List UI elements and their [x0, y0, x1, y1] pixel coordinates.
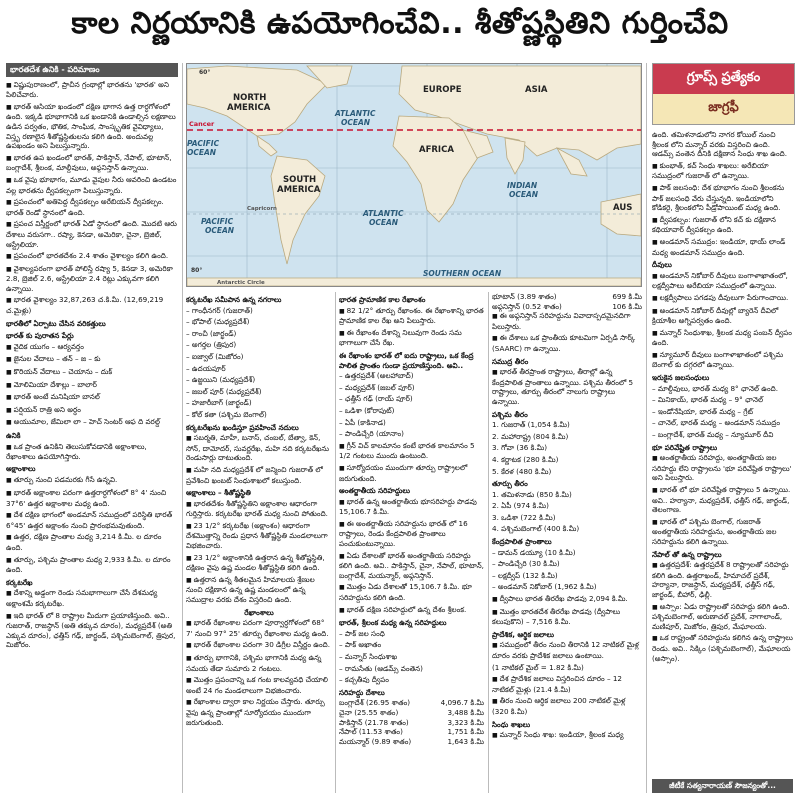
list-item: – రాంచీ (జార్ఖండ్)	[186, 329, 332, 339]
border-country: పాకిస్తాన్ (21.78 శాతం)	[339, 717, 409, 727]
paragraph: ■ భారత్ ఉన్న అంతర్జాతీయ భూసరిహద్దు పొడవు 15,106.7 కి.మీ.	[339, 497, 484, 517]
paragraph: ■ ద్వీపాలు భారత తీరరేఖ పొడవు 2,094 కి.మీ.	[492, 594, 642, 605]
paragraph: ■ మొత్తం ప్రపంచాన్ని ఒక గంట కాలవ్యవధి చేయాలి అంటే 24 గం మండలాలుగా విభజించారు.	[186, 675, 332, 695]
paragraph: ■ ఉత్తరాన ఉన్న శీతలమైన హిమాలయ శ్రేణుల నుంచి దక్షిణాన ఉన్న ఉష్ణ మండలంలో ఉన్న సముద్రాల వరకు దేశం విస్తరించి ఉంది.	[186, 575, 332, 605]
subheading: సింధు శాఖలు	[492, 719, 531, 729]
subheading: నేపాల్ తో ఉన్న రాష్ట్రాలు	[652, 549, 722, 559]
border-row	[339, 727, 484, 737]
paragraph: ■ ఉత్తర, దక్షిణ ప్రాంతాల మధ్య 3,214 కి.మీ. ల దూరం ఉంది.	[6, 532, 178, 552]
border-row	[492, 302, 642, 312]
column-5	[652, 130, 793, 776]
subheading: భూ పరివేష్టిత రాష్ట్రాలు	[652, 442, 718, 452]
border-length: 4,096.7 కి.మీ	[440, 698, 484, 708]
list-item: ■ జైనుల వేదాలు – తన్ – జ – కు	[6, 354, 178, 365]
subheading: అక్షాంశాలు	[6, 463, 36, 473]
author-credit: జీటీకే సత్యనారాయణ్ సౌజన్యంతో...	[652, 779, 793, 793]
paragraph: ■ భారత్ లో పశ్చిమ బెంగాల్, గుజరాత్ అంతర్జాతీయ సరిహద్దును, అంతర్జాతీయ జల సరిహద్దును కలిగి ఉన్నాయి.	[652, 517, 793, 547]
paragraph: ■ సబర్మతి, మాహీ, బనాస్, చంబల్, బేత్వా, కెన్, సోన్, దామోదర్, సువర్ణరేఖ, మహి నది కర్కటరేఖను రెండుసార్లు దాటుతుంది.	[186, 433, 332, 463]
list-item: – హజారీబాగ్ (జార్ఖండ్)	[186, 398, 332, 408]
list-item: – కోల్ కతా (పశ్చిమ బెంగాల్)	[186, 410, 332, 420]
paragraph: ■ మహి నది మధ్యప్రదేశ్ లో జన్మించి గుజరాత్ లో ప్రవేశించి ఖంబట్ సింధుశాఖలో కలుస్తుంది.	[186, 465, 332, 485]
list-item: ■ భారత్ అంటే మనిషియా బానల్	[6, 392, 178, 403]
border-row	[339, 718, 484, 728]
paragraph: ■ సూర్యోదయం ముందుగా తూర్పు రాష్ట్రాలలో జరుగుతుంది.	[339, 463, 484, 483]
list-item: – బంగ్లాదేశ్, భారత్ మధ్య – న్యూమూర్ దీవి	[652, 430, 793, 440]
label-lat-60n: 60°	[199, 69, 211, 76]
list-item: 2. మహారాష్ట్ర (804 కి.మీ)	[492, 431, 569, 441]
world-map-svg	[187, 64, 641, 286]
paragraph: ■ ఈ అంతర్జాతీయ సరిహద్దును భారత్ లో 16 రాష్ట్రాలు, రెండు కేంద్రపాలిత ప్రాంతాలు పంచుకుంటున్నాయి.	[339, 519, 484, 549]
paragraph: ■ మన్నార్ సింధుశాఖ, శ్రీలంక మధ్య పంబన్ ద్వీపం ఉంది.	[652, 328, 793, 348]
paragraph: ■ రేఖాంశాల ద్వారా కాల నిర్ణయం చేస్తారు. తూర్పు వైపు ఉన్న ప్రాంతాల్లో సూర్యోదయం ముందుగా జరుగుతుంది.	[186, 697, 332, 727]
list-item: – ఉత్తరప్రదేశ్ (అలహాబాద్)	[339, 371, 484, 381]
border-country: భూటాన్ (3.89 శాతం)	[492, 292, 557, 301]
paragraph: ■ వైశాల్యపరంగా భారత్ పోలిస్తే రష్యా 5, కెనడా 3, అమెరికా 2.8, బ్రెజిల్ 2.6, ఆస్ట్రేలియా 2.4 రెట్లు ఎక్కువగా కలిగి ఉన్నాయి.	[6, 264, 178, 294]
subheading: అంతర్జాతీయ సరిహద్దులు	[339, 486, 410, 496]
list-item: – ఇండోనేషియా, భారత్ మధ్య – గ్రేట్	[652, 407, 793, 417]
paragraph: ■ అస్సాం: ఏడు రాష్ట్రాలతో సరిహద్దు కలిగి ఉంది. పశ్చిమబెంగాల్, అరుణాచల్ ప్రదేశ్, నాగాలాండ్, మణిపూర్, మిజోరం, త్రిపుర, మేఘాలయ.	[652, 602, 793, 632]
column-divider	[182, 63, 183, 793]
subheading: రేఖాంశాలు	[244, 607, 274, 617]
subheading: కేంద్రపాలిత ప్రాంతాలు	[492, 537, 552, 547]
paragraph: ■ అండమాన్ నికోబార్ దీవుల్లో బ్యారెన్ దీవిలో క్రియాశీల అగ్నిపర్వతం ఉంది.	[652, 306, 793, 326]
paragraph: ■ భారతదేశం శీతోష్ణస్థితిని అక్షాంశాల ఆధారంగా గుర్తిస్తారు. కర్కటరేఖ భారత్ మధ్య నుంచి పోతుంది.	[186, 499, 332, 519]
paragraph: ■ భారత్ ఆసియా ఖండంలో దక్షిణ భాగాన ఉత్త రార్ధగోళంలో ఉంది. ఇక్కడి భూభాగానికి ఒక ఖండానికి ఉండాల్సిన లక్షణాలు ఉడిన పర్వతం, భౌతిక, సాంఘిక, సాంస్కృతిక వైవిధ్యాలు, విస్తృ రణాలైన శీతోష్ణస్థితులను కలిగి ఉంది. అందువల్ల ఉపఖండం అని పిలుస్తున్నారు.	[6, 102, 178, 151]
subheading: అక్షాంశాలు – శీతోష్ణస్థితి	[186, 488, 251, 498]
paragraph: ■ భారత్ అక్షాంశాల పరంగా ఉత్తరార్ధగోళంలో 8° 4' నుంచి 37°6' ఉత్తర అక్షాంశాల మధ్య ఉంది.	[6, 488, 178, 508]
label-antarctic: Antarctic Circle	[217, 280, 265, 286]
list-item: – పాక్ జల సంధి	[339, 629, 484, 639]
list-item: – గాంధీనగర్ (గుజరాత్)	[186, 306, 332, 316]
border-length: 106 కి.మీ	[612, 301, 642, 311]
border-length: 1,643 కి.మీ	[447, 736, 484, 746]
paragraph: ■ న్యూమూర్ దీవులు బంగాళాఖాతంలో పశ్చిమ బెంగాల్ కు దగ్గరలో ఉన్నాయి.	[652, 350, 793, 370]
column-divider	[646, 63, 647, 793]
paragraph: ■ 23 1/2° అక్షాంశానికి ఉత్తరాన ఉన్న శీతోష్ణస్థితి, దక్షిణం వైపు ఉష్ణ మండల శీతోష్ణస్థితి కలిగి ఉంది.	[186, 553, 332, 573]
label-capricorn: Capricorn	[247, 206, 277, 212]
subheading: భారతీలో ఏర్పాటు చేసిన వరికత్తులు	[6, 318, 106, 328]
list-item: – మన్నార్ సింధుశాఖ	[339, 652, 484, 662]
column-2	[186, 292, 332, 793]
list-item: – ఉజ్జయిని (మధ్యప్రదేశ్)	[186, 375, 332, 385]
paragraph: (1 నాటికల్ మైల్ = 1.82 కి.మీ)	[492, 662, 584, 672]
paragraph: ■ దేశ దక్షిణ భాగంలో అండమాన్ సముద్రంలో పరిస్థితి భారత్ 6°45' ఉత్తర అక్షాంశం నుంచి ప్రారంభమవుతుంది.	[6, 510, 178, 530]
paragraph: ■ భారత్ దక్షిణ సరిహద్దులో ఉన్న దేశం శ్రీలంక.	[339, 605, 484, 616]
list-item: 4. పశ్చిమబెంగాల్ (400 కి.మీ)	[492, 524, 580, 534]
border-length: 3,323 కి.మీ	[447, 717, 484, 727]
label-australia: AUS	[613, 203, 633, 213]
paragraph: ■ భారత్ రేఖాంశాల పరంగా పూర్వార్ధగోళంలో 68° 7' నుంచి 97° 25' తూర్పు రేఖాంశాల మధ్య ఉంది.	[186, 618, 332, 638]
subheading: భారత ప్రామాణిక కాల రేఖాంశం	[339, 295, 426, 304]
border-length: 3,488 కి.మీ	[447, 707, 484, 717]
subheading: ప్రాదేశిక, ఆర్థిక జలాలు	[492, 629, 555, 639]
paragraph: ■ దేశాన్ని అడ్డంగా రెండు సమభాగాలుగా చేసే దేశమధ్య అక్షాంశమే కర్కటరేఖ.	[6, 588, 178, 608]
label-indian-ocean: INDIAN OCEAN	[507, 181, 539, 199]
paragraph: ■ తీరం నుంచి ఆర్థిక జలాలు 200 నాటికల్ మైళ్ల (320 కి.మీ)	[492, 696, 642, 716]
paragraph: ■ భారత్ లో భూ పరివేష్టిత రాష్ట్రాలు 5 ఉన్నాయి. అవి.. హర్యానా, మధ్యప్రదేశ్, ఛత్తీస్ గఢ్, జార్ఖండ్, తెలంగాణ.	[652, 485, 793, 515]
paragraph: ■ సముద్రంలో తీరం నుంచి తీరానికి 12 నాటికల్ మైళ్ల దూరం వరకు ప్రాదేశిక జలాలు ఉంటాయి.	[492, 640, 642, 660]
list-item: – అగర్తల (త్రిపుర)	[186, 340, 332, 350]
list-item: ■ మోలిమియా దేశాల్లు – బాలార్	[6, 380, 178, 391]
list-item: 5. కేరళ (480 కి.మీ)	[492, 466, 552, 476]
paragraph: ■ అంతర్జాతీయ సరిహద్దు, అంతర్జాతీయ జల సరిహద్దు లేని రాష్ట్రాలను 'భూ పరివేష్టిత రాష్ట్రాలు' అని పిలుస్తారు.	[652, 453, 793, 483]
list-item: 2. ఏపీ (974 కి.మీ)	[492, 501, 549, 511]
border-country: చైనా (25.55 శాతం)	[339, 707, 399, 717]
paragraph: ■ మొత్తం ఏడు దేశాలతో 15,106.7 కి.మీ. భూ సరిహద్దును కలిగి ఉంది.	[339, 582, 484, 602]
section-banner	[652, 63, 795, 125]
column-divider	[488, 292, 489, 793]
list-item: 3. ఒడిశా (722 కి.మీ)	[492, 512, 556, 522]
label-europe: EUROPE	[423, 85, 462, 95]
paragraph: ■ తూర్పు భాగానికి, పశ్చిమ భాగానికి మధ్య ఉన్న సమయ తేడా సుమారు 2 గంటలు.	[186, 653, 332, 673]
paragraph: ■ మొత్తం భారతదేశ తీరరేఖ పొడవు (ద్వీపాలు కలుపుకొని) – 7,516 కి.మీ.	[492, 607, 642, 627]
paragraph: ■ ఒక రాష్ట్రంతో సరిహద్దును కలిగిన ఉన్న రాష్ట్రాలు రెండు. అవి.. సిక్కిం (పశ్చిమబెంగాల్), మేఘాలయ (అస్సాం).	[652, 633, 793, 663]
border-country: నేపాల్ (11.53 శాతం)	[339, 727, 403, 737]
paragraph: ■ ఒక వైపు భూభాగం, మూడు వైపుల నీరు ఆవరించి ఉండటం వల్ల భారతను ద్వీపకల్పంగా పిలుస్తున్నారు.	[6, 175, 178, 195]
list-item: ■ అయుమాల, జేమిలా లా – హెచ్ సెంటర్ ఆఫ ది వరల్డ్	[6, 417, 178, 428]
subheading: దీవులు	[652, 260, 672, 270]
list-item: 1. తమిళనాడు (850 కి.మీ)	[492, 489, 572, 499]
subheading: తూర్పు తీరం	[492, 479, 528, 489]
list-item: 4. కర్ణాటక (280 కి.మీ)	[492, 454, 559, 464]
paragraph: ■ భారత వైశాల్యం 32,87,263 చ.కి.మీ. (12,69,219 చ.మైళ్లు)	[6, 295, 178, 315]
list-item: ■ పర్షియన్ రాత్రి అని అర్థం	[6, 405, 178, 416]
list-item: ■ కొరియన్ వేదాలు – చెయాను – దుక్	[6, 367, 178, 378]
list-item: – పాండిచ్చేరి (యానాం)	[339, 429, 484, 439]
subheading: ఈ రేఖాంశం భారత్ లో ఐదు రాష్ట్రాలు, ఒక కేంద్ర పాలిత ప్రాంతం గుండా ప్రయాణిస్తుంది. అవి..	[339, 350, 474, 370]
world-map	[186, 63, 642, 287]
list-item: – చానెల్, భారత్ మధ్య – అండమాన్ సముద్రం	[652, 418, 793, 428]
subheading: భారత్ కు పురాతన పేర్లు	[6, 331, 74, 341]
border-length: 1,751 కి.మీ	[447, 727, 484, 737]
border-country: బంగ్లాదేశ్ (26.95 శాతం)	[339, 698, 411, 708]
paragraph: ■ ద్వీపకల్పం: గుజరాత్ లోని కచ్ కు దక్షిణాన కథియావార్ ద్వీపకల్పం ఉంది.	[652, 215, 793, 235]
subheading: ఉనికి	[6, 431, 21, 440]
list-item: – ఉదయపూర్	[186, 364, 332, 374]
border-row	[339, 698, 484, 708]
paragraph: ■ గ్రీన్ విచ్ కాలమానం కంటే భారత కాలమానం 5 1/2 గంటలు ముందు ఉంటుంది.	[339, 441, 484, 461]
list-item: – పాక్ అఖాతం	[339, 640, 484, 650]
paragraph: ■ తూర్పు, పశ్చిమ ప్రాంతాల మధ్య 2,933 కి.మీ. ల దూరం ఉంది.	[6, 555, 178, 575]
list-item: – రామసేతు (ఆడమ్స్ వంతెన)	[339, 664, 484, 674]
label-southern-ocean: SOUTHERN OCEAN	[423, 269, 502, 278]
list-item: – మినికాయ్, భారత్ మధ్య – 9° ఛానెల్	[652, 395, 793, 405]
paragraph: ■ 82 1/2° తూర్పు రేఖాంశం. ఈ రేఖాంశాన్ని భారత ప్రామాణిక కాల రేఖ అని పిలుస్తారు.	[339, 306, 484, 326]
subheading: పశ్చిమ తీరం	[492, 409, 528, 419]
label-atlantic-top: ATLANTIC OCEAN	[335, 109, 376, 127]
paragraph: ■ తూర్పు నుంచి పడమరకు గీసే ఉన్నవి.	[6, 475, 178, 486]
banner-subject: జాగ్రఫీ	[653, 94, 794, 124]
list-item: 3. గోవా (36 కి.మీ)	[492, 443, 548, 453]
label-pacific-left: PACIFIC OCEAN	[187, 139, 220, 157]
subheading: సరిహద్దు దేశాలు	[339, 687, 385, 697]
subheading: ఇరుకైన జలసంధులు	[652, 373, 710, 383]
list-item: ■ వైదిక యుగం – ఆర్యవర్తం	[6, 342, 178, 353]
label-lat-80s: 80°	[191, 267, 203, 274]
page-headline: కాల నిర్ణయానికి ఉపయోగించేవి.. శీతోష్ణస్థితిని గుర్తించేవి	[71, 6, 729, 41]
column-4	[492, 292, 642, 793]
label-north-america: NORTH AMERICA	[227, 93, 271, 113]
list-item: – మాల్దీవులు, భారత్ మధ్య 8° ఛానెల్ ఉంది.	[652, 384, 793, 394]
column-divider	[335, 292, 336, 793]
label-asia: ASIA	[525, 85, 548, 95]
paragraph: ■ ఒక ప్రాంత ఉనికిని తెలుసుకోవడానికి అక్షాంశాలు, రేఖాంశాలు ఉపయోగిస్తారు.	[6, 442, 178, 462]
border-country: మయన్మార్ (9.89 శాతం)	[339, 736, 412, 746]
list-item: – మధ్యప్రదేశ్ (జబల్ పూర్)	[339, 383, 484, 393]
border-row	[339, 737, 484, 747]
paragraph: ■ 23 1/2° కర్కటరేఖ (అక్షాంశం) ఆధారంగా దేశమొత్తాన్ని రెండు ప్రధాన శీతోష్ణస్థితి మండలాలుగా విభజించారు.	[186, 521, 332, 551]
paragraph: ■ ఇది భారత్ లో 8 రాష్ట్రాల మీదుగా ప్రయాణిస్తుంది. అవి.. గుజరాత్, రాజస్థాన్ (అతి తక్కువ దూరం), మధ్యప్రదేశ్ (అతి ఎక్కువ దూరం), ఛత్తీస్ గఢ్, జార్ఖండ్, పశ్చిమబెంగాల్, త్రిపుర, మిజోరం.	[6, 611, 178, 650]
banner-title: గ్రూప్స్ ప్రత్యేకం	[653, 64, 794, 94]
paragraph: ■ ఈ అఫ్గనిస్తాన్ సరిహద్దును వివాదాస్పదమైనదిగా పిలుస్తారు.	[492, 311, 642, 331]
paragraph: ■ భారత్ తీరప్రాంత రాష్ట్రాలు, తీరాల్లో ఉన్న కేంద్రపాలిత ప్రాంతాలు ఉన్నాయి. పశ్చిమ తీరంలో 5 రాష్ట్రాలు, తూర్పు తీరంలో నాలుగు రాష్ట్రాలు ఉన్నాయి.	[492, 367, 642, 406]
subheading: కర్కటరేఖను ఖండిస్తూ ప్రవహించే నదులు	[186, 422, 299, 432]
paragraph: ■ దేశ ప్రాదేశిక జలాలు విస్తరించిన దూరం – 12 నాటికల్ మైళ్లు (21.4 కి.మీ)	[492, 674, 642, 694]
paragraph: ■ పాక్ జలసంధి: దేశ భూభాగం నుంచి శ్రీలంకను పాక్ జలసంధి వేరు చేస్తున్నది. ఇండియాలోని కోడికరై, శ్రీలంకలోని పీడ్రోపాయింట్ మధ్య ఉంది.	[652, 183, 793, 213]
border-row	[492, 292, 642, 302]
paragraph: ఉంది. తమిళనాడులోని నాగర కోయిల్ నుంచి శ్రీలంక లోని మన్నార్ వరకు విస్తరించి ఉంది. ఆడమ్స్ వంతెన దీనికి దక్షిణాన సింధు శాఖ ఉంది.	[652, 130, 788, 159]
list-item: – ఏపీ (కాకినాడ)	[339, 418, 484, 428]
list-item: – డామన్ డయ్యూ (10 కి.మీ)	[492, 548, 642, 558]
subheading: భారత్, శ్రీలంక మధ్య ఉన్న సరిహద్దులు	[339, 618, 447, 628]
paragraph: ■ లక్షద్వీపాలు పగడపు దీవులుగా పేరుగాంచాయి.	[652, 293, 793, 304]
list-item: – ఒడిశా (కోరాపుట్)	[339, 406, 484, 416]
label-south-america: SOUTH AMERICA	[277, 175, 321, 195]
subheading: కర్కటరేఖ	[6, 577, 33, 587]
paragraph: ■ అండమాన్ నికోబార్ దీవులు బంగాళాఖాతంలో, లక్షద్వీపాలు అరేబియా సముద్రంలో ఉన్నాయి.	[652, 271, 793, 291]
column-3	[339, 292, 484, 793]
subheading: కర్కటరేఖ సమీపాన ఉన్న నగరాలు	[186, 295, 282, 304]
paragraph: ■ ప్రపంచంలో అతిపెద్ద ద్వీపకల్పం అరేబియన్ ద్వీపకల్పం. భారత్ రెండో స్థానంలో ఉంది.	[6, 197, 178, 217]
paragraph: ■ ప్రపంచంలో భారతదేశం 2.4 శాతం వైశాల్యం కలిగి ఉంది.	[6, 251, 178, 262]
label-africa: AFRICA	[419, 145, 454, 155]
list-item: – ఛత్తీస్ గఢ్ (రాయ్ పూర్)	[339, 394, 484, 404]
paragraph: ■ అండమాన్ సముద్రం: ఇండియా, థాయ్ లాండ్ మధ్య అండమాన్ సముద్రం ఉంది.	[652, 237, 793, 257]
paragraph: ■ మన్నార్ సింధు శాఖ: ఇండియా, శ్రీలంక మధ్య	[492, 730, 642, 741]
list-item: – భోపాల్ (మధ్యప్రదేశ్)	[186, 317, 332, 327]
label-pacific-bottom: PACIFIC OCEAN	[201, 217, 235, 235]
list-item: – లక్షద్వీప్ (132 కి.మీ)	[492, 571, 642, 581]
border-country: అఫ్గనిస్తాన్ (0.52 శాతం)	[492, 301, 562, 311]
list-item: 1. గుజరాత్ (1,054 కి.మీ)	[492, 420, 570, 430]
paragraph: ■ ప్రపంచ విస్తీర్ణంలో భారత్ ఏడో స్థానంలో ఉంది. మొదటి ఆరు దేశాలు వరుసగా.. రష్యా, కెనడా, అమెరికా, చైనా, బ్రెజిల్, ఆస్ట్రేలియా.	[6, 219, 178, 249]
paragraph: ■ కుంభాత్, కచ్ సింధు శాఖలు: అరేబియా సముద్రంలో గుజరాత్ లో ఉన్నాయి.	[652, 161, 793, 181]
paragraph: ■ భారత ఉప ఖండంలో భారత్, పాకిస్తాన్, నేపాల్, భూటాన్, బంగ్లాదేశ్, శ్రీలంక, మాల్దీవులు, అఫ్గనిస్తాన్ ఉన్నాయి.	[6, 153, 178, 173]
label-cancer: Cancer	[189, 120, 215, 128]
column-1	[6, 63, 178, 793]
label-atlantic-bottom: ATLANTIC OCEAN	[363, 209, 404, 227]
border-row	[339, 708, 484, 718]
paragraph: ■ ఈ రేఖాంశం దేశాన్ని నిలువుగా రెండు సమ భాగాలుగా చేసే రేఖ.	[339, 328, 484, 348]
section-heading: భారతదేశ ఉనికి - పరిమాణం	[6, 63, 178, 77]
list-item: – ఐజ్వాల్ (మిజోరం)	[186, 352, 332, 362]
list-item: – అండమాన్ నికోబార్ (1,962 కి.మీ)	[492, 582, 642, 592]
list-item: – పాండిచ్చేరి (30 కి.మీ)	[492, 559, 642, 569]
paragraph: ■ భారత్ రేఖాంశాల పరంగా 30 డిగ్రీల విస్తీర్ణం ఉంది.	[186, 640, 332, 651]
subheading: సముద్ర తీరం	[492, 356, 529, 366]
list-item: – కచ్చతీవు ద్వీపం	[339, 675, 484, 685]
list-item: – జబల్ పూర్ (మధ్యప్రదేశ్)	[186, 387, 332, 397]
paragraph: ■ విష్ణుపురాణంలో, ప్రాచీన గ్రంథాల్లో భారతను 'భారత' అని పిలిచేవారు.	[6, 80, 178, 100]
paragraph: ■ ఈ దేశాలు ఒక ప్రాంతీయ కూటమిగా ఏర్పడి సార్క్ (SAARC) గా ఉన్నాయి.	[492, 333, 642, 353]
border-length: 699 కి.మీ	[612, 292, 642, 301]
paragraph: ■ ఏడు దేశాలతో భారత్ అంతర్జాతీయ సరిహద్దు కలిగి ఉంది. అవి.. పాకిస్తాన్, చైనా, నేపాల్, భూటాన్, బంగ్లాదేశ్, మయన్మార్, అఫ్గనిస్తాన్.	[339, 551, 484, 581]
paragraph: ■ ఉత్తరప్రదేశ్: ఉత్తరప్రదేశ్ 8 రాష్ట్రాలతో సరిహద్దు కలిగి ఉంది. ఉత్తరాఖండ్, హిమాచల్ ప్రదేశ్, హర్యానా, రాజస్థాన్, మధ్యప్రదేశ్, ఛత్తీస్ గఢ్, జార్ఖండ్, బీహార్, ఢిల్లీ.	[652, 560, 793, 599]
